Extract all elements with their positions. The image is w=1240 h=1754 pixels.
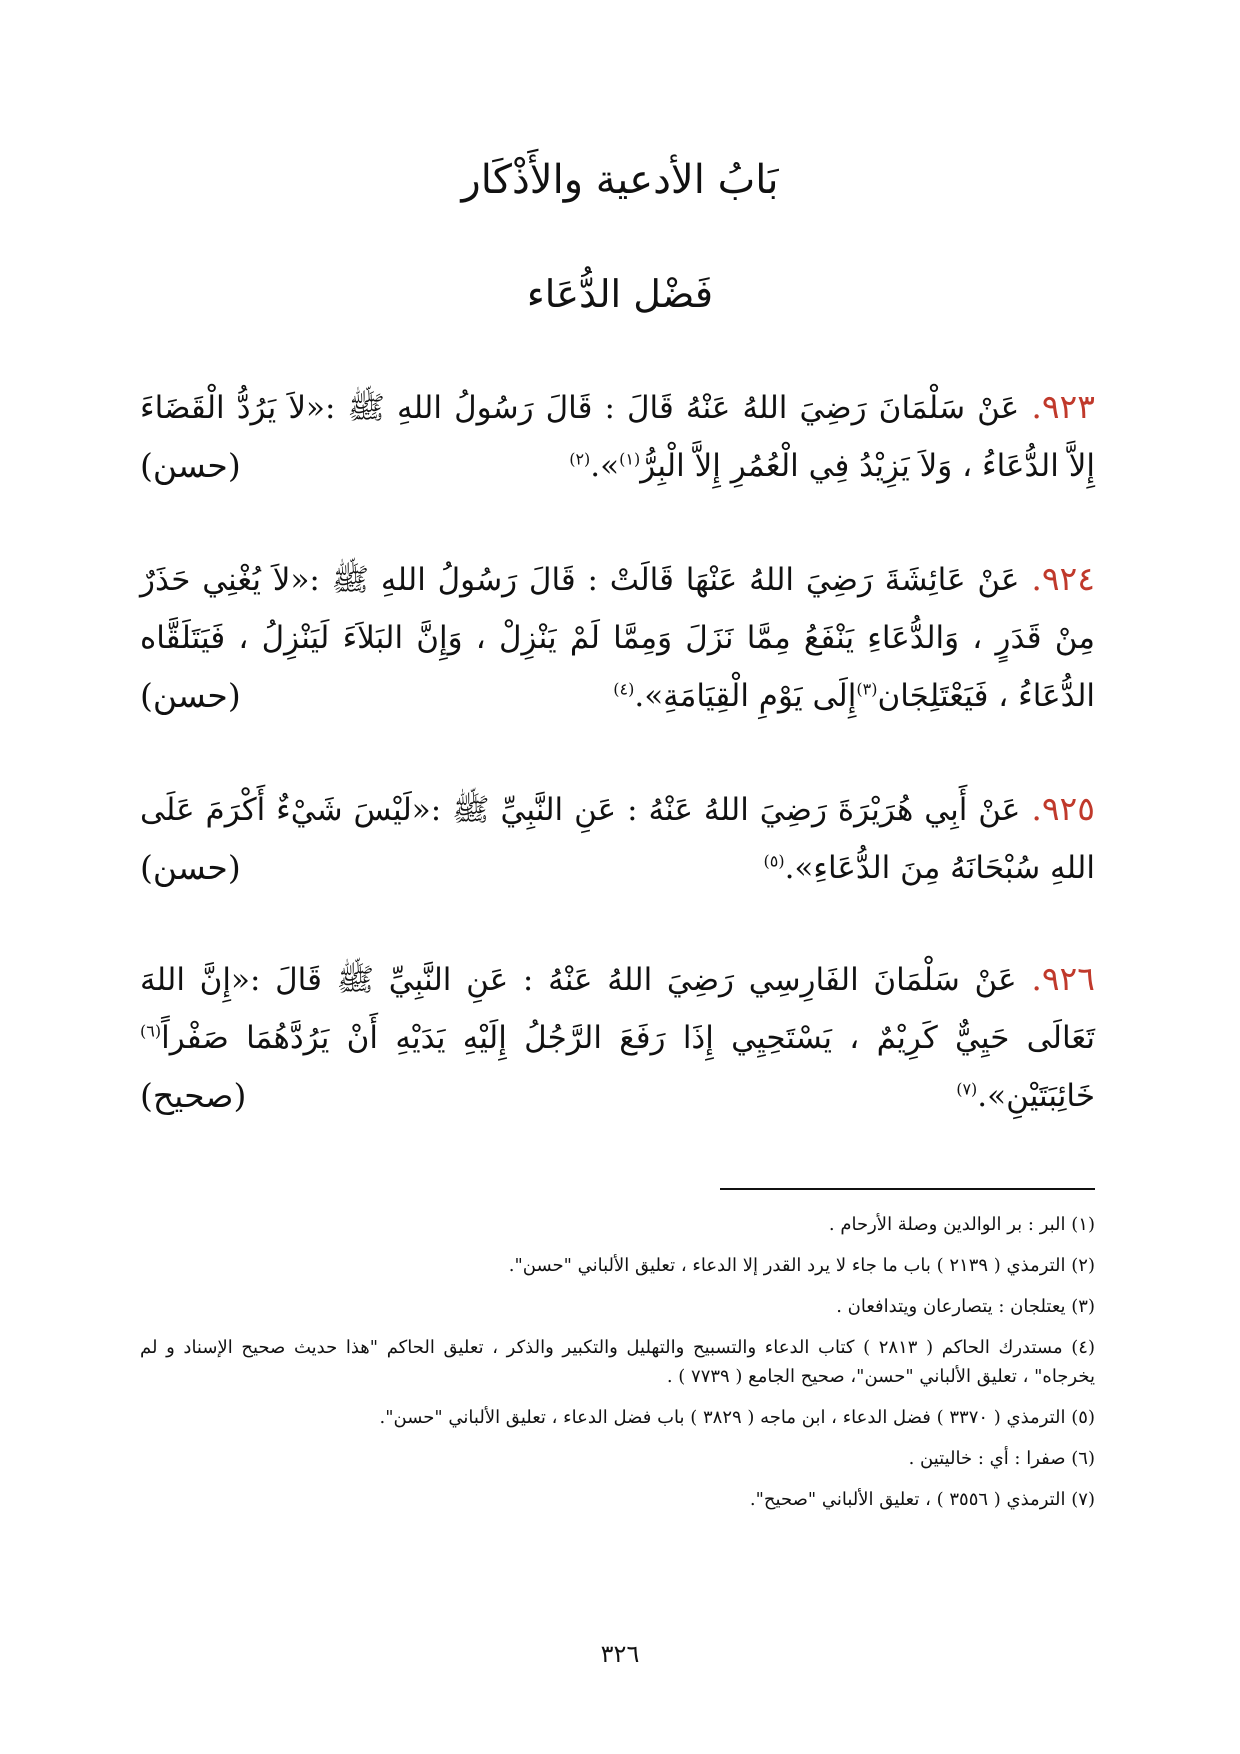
footnote-3: (٣) يعتلجان : يتصارعان ويتدافعان .	[836, 1296, 1095, 1317]
hadith-grade: (حسن)	[140, 676, 241, 715]
footnote-marker[interactable]: (٧)	[956, 1079, 978, 1099]
hadith-grade: (صحيح)	[140, 1076, 247, 1115]
footnote-divider	[720, 1188, 1095, 1190]
hadith-grade: (حسن)	[140, 446, 241, 485]
footnote-marker[interactable]: (٤)	[613, 679, 635, 699]
footnote-4: (٤) مستدرك الحاكم ( ٢٨١٣ ) كتاب الدعاء والتسبيح والتهليل والتكبير والذكر ، تعليق الحاكم "هذا حديث صحيح الإسناد و لم يخرجاه" ، تعليق الألباني "حسن"، صحيح الجامع ( ٧٧٣٩ ) .	[140, 1337, 1095, 1387]
hadith-925	[140, 780, 1095, 897]
hadith-923	[140, 378, 1095, 495]
hadith-text-tail: ».	[590, 448, 620, 484]
section-title: فَضْل الدُّعَاء	[526, 272, 714, 316]
hadith-text: عَنْ أَبِي هُرَيْرَةَ رَضِيَ اللهُ عَنْهُ : عَنِ النَّبِيِّ ﷺ :«لَيْسَ شَيْءٌ أَكْرَمَ عَلَى اللهِ سُبْحَانَهُ مِنَ الدُّعَاءِ».	[140, 792, 1095, 886]
hadith-number: ٩٢٦.	[1031, 959, 1095, 998]
footnote-marker[interactable]: (٣)	[856, 679, 878, 699]
footnote-7: (٧) الترمذي ( ٣٥٥٦ ) ، تعليق الألباني "صحيح".	[749, 1489, 1095, 1510]
hadith-text: عَنْ سَلْمَانَ رَضِيَ اللهُ عَنْهُ قَالَ : قَالَ رَسُولُ اللهِ ﷺ :«لاَ يَرُدُّ الْقَضَاءَ إِلاَّ الدُّعَاءُ ، وَلاَ يَزِيْدُ فِي الْعُمُرِ إِلاَّ الْبِرُّ	[140, 390, 1095, 484]
hadith-924	[140, 550, 1095, 725]
footnote-marker[interactable]: (٢)	[569, 449, 591, 469]
page-number: ٣٢٦	[600, 1640, 640, 1668]
hadith-text-tail: إِلَى يَوْمِ الْقِيَامَةِ».	[634, 678, 857, 714]
footnote-6: (٦) صفرا : أي : خاليتين .	[908, 1448, 1095, 1469]
hadith-number: ٩٢٤.	[1031, 559, 1095, 598]
chapter-title: بَابُ الأدعية والأَذْكَار	[461, 157, 779, 203]
footnote-2: (٢) الترمذي ( ٢١٣٩ ) باب ما جاء لا يرد القدر إلا الدعاء ، تعليق الألباني "حسن".	[508, 1255, 1095, 1276]
hadith-text-tail: خَائِبَتَيْنِ».	[977, 1078, 1095, 1114]
hadith-number: ٩٢٥.	[1031, 789, 1095, 828]
footnote-1: (١) البر : بر الوالدين وصلة الأرحام .	[828, 1214, 1095, 1235]
footnote-marker[interactable]: (١)	[619, 449, 641, 469]
hadith-text: عَنْ عَائِشَةَ رَضِيَ اللهُ عَنْهَا قَالَتْ : قَالَ رَسُولُ اللهِ ﷺ :«لاَ يُغْنِي حَذَرٌ مِنْ قَدَرٍ ، وَالدُّعَاءِ يَنْفَعُ مِمَّا نَزَلَ وَمِمَّا لَمْ يَنْزِلْ ، وَإِنَّ البَلاَءَ لَيَنْزِلُ ، فَيَتَلَقَّاه الدُّعَاءُ ، فَيَعْتَلِجَان	[140, 562, 1095, 714]
hadith-text: عَنْ سَلْمَانَ الفَارِسِي رَضِيَ اللهُ عَنْهُ : عَنِ النَّبِيِّ ﷺ قَالَ :«إِنَّ اللهَ تَعَالَى حَيِيٌّ كَرِيْمٌ ، يَسْتَحِيِي إِذَا رَفَعَ الرَّجُلُ إِلَيْهِ يَدَيْهِ أَنْ يَرُدَّهُمَا صَفْراً	[140, 962, 1095, 1056]
hadith-926	[140, 950, 1095, 1125]
footnote-marker[interactable]: (٦)	[140, 1021, 162, 1041]
hadith-grade: (حسن)	[140, 848, 241, 887]
footnote-marker[interactable]: (٥)	[763, 851, 785, 871]
footnote-5: (٥) الترمذي ( ٣٣٧٠ ) فضل الدعاء ، ابن ماجه ( ٣٨٢٩ ) باب فضل الدعاء ، تعليق الألباني "حسن".	[379, 1407, 1095, 1428]
footnotes	[140, 1210, 1095, 1526]
hadith-number: ٩٢٣.	[1031, 387, 1095, 426]
